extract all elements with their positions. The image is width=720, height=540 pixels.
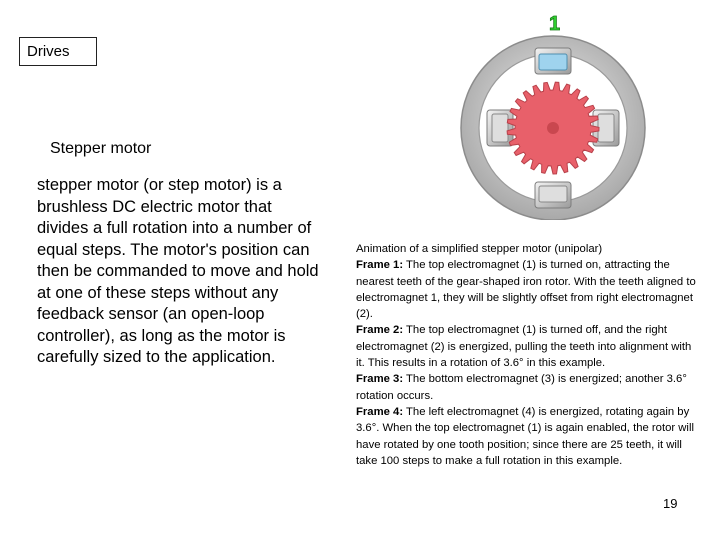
electromagnet-top (539, 54, 567, 70)
pole-top (535, 48, 571, 74)
frame-text: The left electromagnet (4) is energized, rotating again by 3.6°. When the top electromagnet (1) is again enabled, the rotor will have rotated by one tooth position; since there are 25 teeth, it will take 100 steps to make a full rotation in this example. (356, 405, 694, 467)
caption-frame-2 (356, 322, 696, 371)
slide-title: Drives (19, 37, 97, 66)
frame-text: The top electromagnet (1) is turned on, attracting the nearest teeth of the gear-shaped iron rotor. With the teeth aligned to electromagnet 1, they will be slightly offset from right electromagnet (2). (356, 259, 696, 321)
frame-label: Frame 4: (356, 405, 404, 418)
frame-label: Frame 3: (356, 373, 404, 386)
slide-subtitle: Stepper motor (50, 140, 152, 157)
page-number: 19 (663, 496, 678, 511)
frame-label: Frame 2: (356, 324, 404, 337)
frame-label: Frame 1: (356, 259, 404, 272)
pole-bottom (535, 182, 571, 208)
rotor-hub (547, 122, 559, 134)
caption-frame-3 (356, 371, 696, 404)
caption-frame-4 (356, 404, 696, 469)
caption-frame-1 (356, 257, 696, 322)
figure-caption (356, 241, 696, 469)
pole-left (487, 110, 513, 146)
body-paragraph: stepper motor (or step motor) is a brushless DC electric motor that divides a full rotation into a number of equal steps. The motor's position can then be commanded to move and hold at one of these steps without any feedback sensor (an open-loop controller), as long as the motor is carefully sized to the application. (37, 176, 319, 366)
electromagnet-label: 1 (549, 13, 561, 35)
frame-text: The top electromagnet (1) is turned off, and the right electromagnet (2) is energized, pulling the teeth into alignment with it. This results in a rotation of 3.6° in this example. (356, 324, 692, 370)
caption-intro: Animation of a simplified stepper motor (unipolar) (356, 243, 603, 255)
stepper-motor-illustration (453, 10, 653, 220)
frame-text: The bottom electromagnet (3) is energized; another 3.6° rotation occurs. (356, 373, 687, 402)
